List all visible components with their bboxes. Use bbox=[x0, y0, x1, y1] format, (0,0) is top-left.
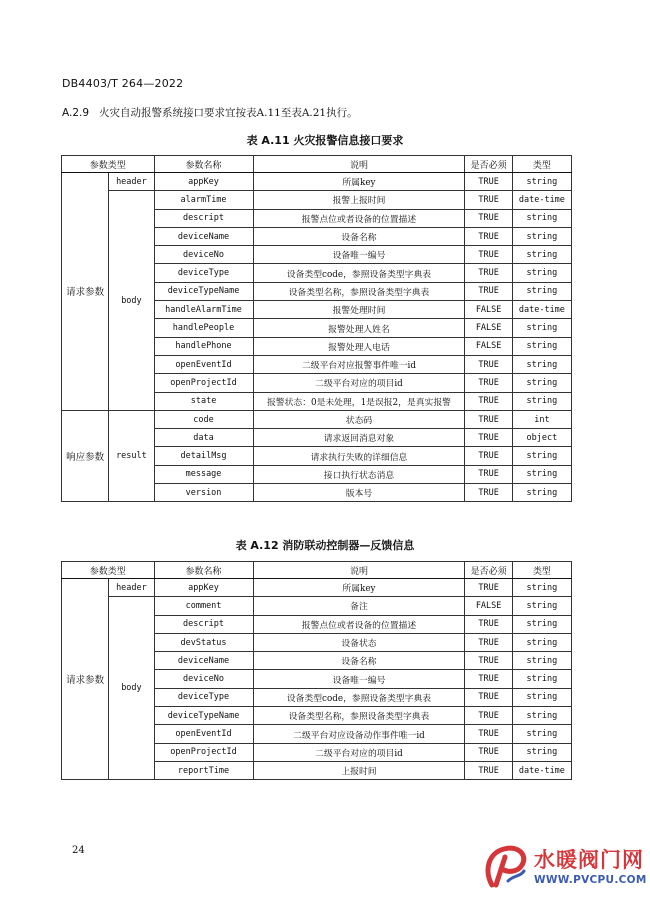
type-cell: string bbox=[512, 337, 571, 355]
required-cell: TRUE bbox=[465, 633, 512, 651]
description-cell: 设备名称 bbox=[253, 227, 465, 245]
required-cell: TRUE bbox=[465, 173, 512, 191]
body-subgroup: body bbox=[109, 597, 154, 780]
required-cell: TRUE bbox=[465, 707, 512, 725]
type-cell: string bbox=[512, 173, 571, 191]
clause-paragraph bbox=[62, 105, 358, 120]
param-name-cell: openProjectId bbox=[154, 374, 253, 392]
description-cell: 版本号 bbox=[253, 484, 465, 502]
param-name-cell: devStatus bbox=[154, 633, 253, 651]
param-name-cell: openEventId bbox=[154, 355, 253, 373]
type-cell: string bbox=[512, 579, 571, 597]
col-header-required: 是否必须 bbox=[465, 156, 512, 173]
required-cell: TRUE bbox=[465, 615, 512, 633]
required-cell: TRUE bbox=[465, 652, 512, 670]
type-cell: string bbox=[512, 743, 571, 761]
type-cell: object bbox=[512, 429, 571, 447]
table-a11-title: 表 A.11 火灾报警信息接口要求 bbox=[246, 134, 404, 147]
description-cell: 二级平台对应设备动作事件唯一id bbox=[253, 725, 465, 743]
param-name-cell: deviceType bbox=[154, 688, 253, 706]
description-cell: 设备类型code，参照设备类型字典表 bbox=[253, 264, 465, 282]
param-name-cell: deviceType bbox=[154, 264, 253, 282]
required-cell: TRUE bbox=[465, 410, 512, 428]
param-name-cell: handleAlarmTime bbox=[154, 301, 253, 319]
type-cell: string bbox=[512, 319, 571, 337]
col-header-desc: 说明 bbox=[253, 156, 465, 173]
type-cell: date-time bbox=[512, 761, 571, 779]
type-cell: string bbox=[512, 484, 571, 502]
type-cell: string bbox=[512, 264, 571, 282]
type-cell: string bbox=[512, 227, 571, 245]
document-id: DB4403/T 264—2022 bbox=[62, 77, 184, 90]
type-cell: string bbox=[512, 688, 571, 706]
header-subgroup: header bbox=[109, 173, 154, 191]
param-name-cell: state bbox=[154, 392, 253, 410]
required-cell: TRUE bbox=[465, 282, 512, 300]
type-cell: string bbox=[512, 633, 571, 651]
description-cell: 设备类型名称，参照设备类型字典表 bbox=[253, 282, 465, 300]
param-name-cell: comment bbox=[154, 597, 253, 615]
request-params-group: 请求参数 bbox=[62, 173, 109, 411]
table-header-row bbox=[62, 156, 572, 173]
type-cell: string bbox=[512, 652, 571, 670]
type-cell: int bbox=[512, 410, 571, 428]
type-cell: string bbox=[512, 670, 571, 688]
type-cell: string bbox=[512, 209, 571, 227]
param-name-cell: detailMsg bbox=[154, 447, 253, 465]
description-cell: 报警处理时间 bbox=[253, 301, 465, 319]
required-cell: TRUE bbox=[465, 374, 512, 392]
required-cell: TRUE bbox=[465, 743, 512, 761]
required-cell: FALSE bbox=[465, 319, 512, 337]
description-cell: 设备唯一编号 bbox=[253, 246, 465, 264]
type-cell: string bbox=[512, 615, 571, 633]
table-a11 bbox=[61, 155, 572, 502]
col-header-desc: 说明 bbox=[253, 562, 465, 579]
description-cell: 状态码 bbox=[253, 410, 465, 428]
description-cell: 报警处理人姓名 bbox=[253, 319, 465, 337]
required-cell: FALSE bbox=[465, 597, 512, 615]
description-cell: 报警上报时间 bbox=[253, 191, 465, 209]
description-cell: 所属key bbox=[253, 173, 465, 191]
param-name-cell: version bbox=[154, 484, 253, 502]
required-cell: TRUE bbox=[465, 688, 512, 706]
param-name-cell: data bbox=[154, 429, 253, 447]
type-cell: string bbox=[512, 246, 571, 264]
table-row bbox=[62, 191, 572, 209]
type-cell: string bbox=[512, 282, 571, 300]
table-row bbox=[62, 579, 572, 597]
required-cell: FALSE bbox=[465, 337, 512, 355]
table-header-row bbox=[62, 562, 572, 579]
col-header-param-name: 参数名称 bbox=[154, 562, 253, 579]
description-cell: 设备唯一编号 bbox=[253, 670, 465, 688]
type-cell: string bbox=[512, 374, 571, 392]
required-cell: TRUE bbox=[465, 465, 512, 483]
required-cell: TRUE bbox=[465, 579, 512, 597]
description-cell: 接口执行状态消息 bbox=[253, 465, 465, 483]
param-name-cell: deviceName bbox=[154, 227, 253, 245]
type-cell: string bbox=[512, 392, 571, 410]
type-cell: string bbox=[512, 355, 571, 373]
clause-number: A.2.9 bbox=[62, 107, 90, 119]
required-cell: TRUE bbox=[465, 209, 512, 227]
param-name-cell: deviceTypeName bbox=[154, 282, 253, 300]
watermark-site-name: 水暖阀门网 bbox=[534, 848, 644, 872]
description-cell: 设备类型code，参照设备类型字典表 bbox=[253, 688, 465, 706]
type-cell: string bbox=[512, 465, 571, 483]
description-cell: 备注 bbox=[253, 597, 465, 615]
table-row bbox=[62, 410, 572, 428]
param-name-cell: handlePhone bbox=[154, 337, 253, 355]
col-header-type: 类型 bbox=[512, 156, 571, 173]
watermark-site-url: WWW.PVCPU.COM bbox=[534, 874, 647, 886]
param-name-cell: reportTime bbox=[154, 761, 253, 779]
required-cell: TRUE bbox=[465, 484, 512, 502]
type-cell: date-time bbox=[512, 191, 571, 209]
type-cell: string bbox=[512, 597, 571, 615]
description-cell: 二级平台对应报警事件唯一id bbox=[253, 355, 465, 373]
description-cell: 设备类型名称，参照设备类型字典表 bbox=[253, 707, 465, 725]
param-name-cell: handlePeople bbox=[154, 319, 253, 337]
description-cell: 所属key bbox=[253, 579, 465, 597]
description-cell: 上报时间 bbox=[253, 761, 465, 779]
required-cell: TRUE bbox=[465, 392, 512, 410]
col-header-type: 类型 bbox=[512, 562, 571, 579]
result-subgroup: result bbox=[109, 410, 154, 501]
table-a12-title: 表 A.12 消防联动控制器—反馈信息 bbox=[235, 539, 415, 552]
description-cell: 二级平台对应的项目id bbox=[253, 743, 465, 761]
col-header-required: 是否必须 bbox=[465, 562, 512, 579]
clause-text: 火灾自动报警系统接口要求宜按表A.11至表A.21执行。 bbox=[99, 107, 358, 119]
param-name-cell: appKey bbox=[154, 579, 253, 597]
request-params-group: 请求参数 bbox=[62, 579, 109, 780]
param-name-cell: deviceNo bbox=[154, 670, 253, 688]
required-cell: TRUE bbox=[465, 725, 512, 743]
response-params-group: 响应参数 bbox=[62, 410, 109, 501]
param-name-cell: deviceName bbox=[154, 652, 253, 670]
param-name-cell: descript bbox=[154, 615, 253, 633]
description-cell: 二级平台对应的项目id bbox=[253, 374, 465, 392]
param-name-cell: openEventId bbox=[154, 725, 253, 743]
watermark bbox=[478, 841, 650, 919]
required-cell: TRUE bbox=[465, 246, 512, 264]
type-cell: date-time bbox=[512, 301, 571, 319]
required-cell: TRUE bbox=[465, 761, 512, 779]
param-name-cell: descript bbox=[154, 209, 253, 227]
param-name-cell: openProjectId bbox=[154, 743, 253, 761]
description-cell: 设备名称 bbox=[253, 652, 465, 670]
description-cell: 请求返回消息对象 bbox=[253, 429, 465, 447]
param-name-cell: message bbox=[154, 465, 253, 483]
param-name-cell: alarmTime bbox=[154, 191, 253, 209]
table-a12 bbox=[61, 561, 572, 780]
required-cell: TRUE bbox=[465, 191, 512, 209]
required-cell: TRUE bbox=[465, 447, 512, 465]
page-number: 24 bbox=[72, 845, 85, 856]
body-subgroup: body bbox=[109, 191, 154, 411]
required-cell: TRUE bbox=[465, 227, 512, 245]
type-cell: string bbox=[512, 707, 571, 725]
col-header-param-type: 参数类型 bbox=[62, 156, 155, 173]
col-header-param-type: 参数类型 bbox=[62, 562, 155, 579]
required-cell: TRUE bbox=[465, 264, 512, 282]
required-cell: FALSE bbox=[465, 301, 512, 319]
param-name-cell: code bbox=[154, 410, 253, 428]
col-header-param-name: 参数名称 bbox=[154, 156, 253, 173]
param-name-cell: appKey bbox=[154, 173, 253, 191]
description-cell: 设备状态 bbox=[253, 633, 465, 651]
param-name-cell: deviceTypeName bbox=[154, 707, 253, 725]
description-cell: 报警处理人电话 bbox=[253, 337, 465, 355]
table-row bbox=[62, 173, 572, 191]
description-cell: 请求执行失败的详细信息 bbox=[253, 447, 465, 465]
header-subgroup: header bbox=[109, 579, 154, 597]
type-cell: string bbox=[512, 447, 571, 465]
description-cell: 报警状态：0是未处理，1是误报2，是真实报警 bbox=[253, 392, 465, 410]
required-cell: TRUE bbox=[465, 355, 512, 373]
param-name-cell: deviceNo bbox=[154, 246, 253, 264]
table-row bbox=[62, 597, 572, 615]
watermark-logo-icon bbox=[478, 841, 530, 891]
required-cell: TRUE bbox=[465, 429, 512, 447]
required-cell: TRUE bbox=[465, 670, 512, 688]
type-cell: string bbox=[512, 725, 571, 743]
description-cell: 报警点位或者设备的位置描述 bbox=[253, 209, 465, 227]
description-cell: 报警点位或者设备的位置描述 bbox=[253, 615, 465, 633]
